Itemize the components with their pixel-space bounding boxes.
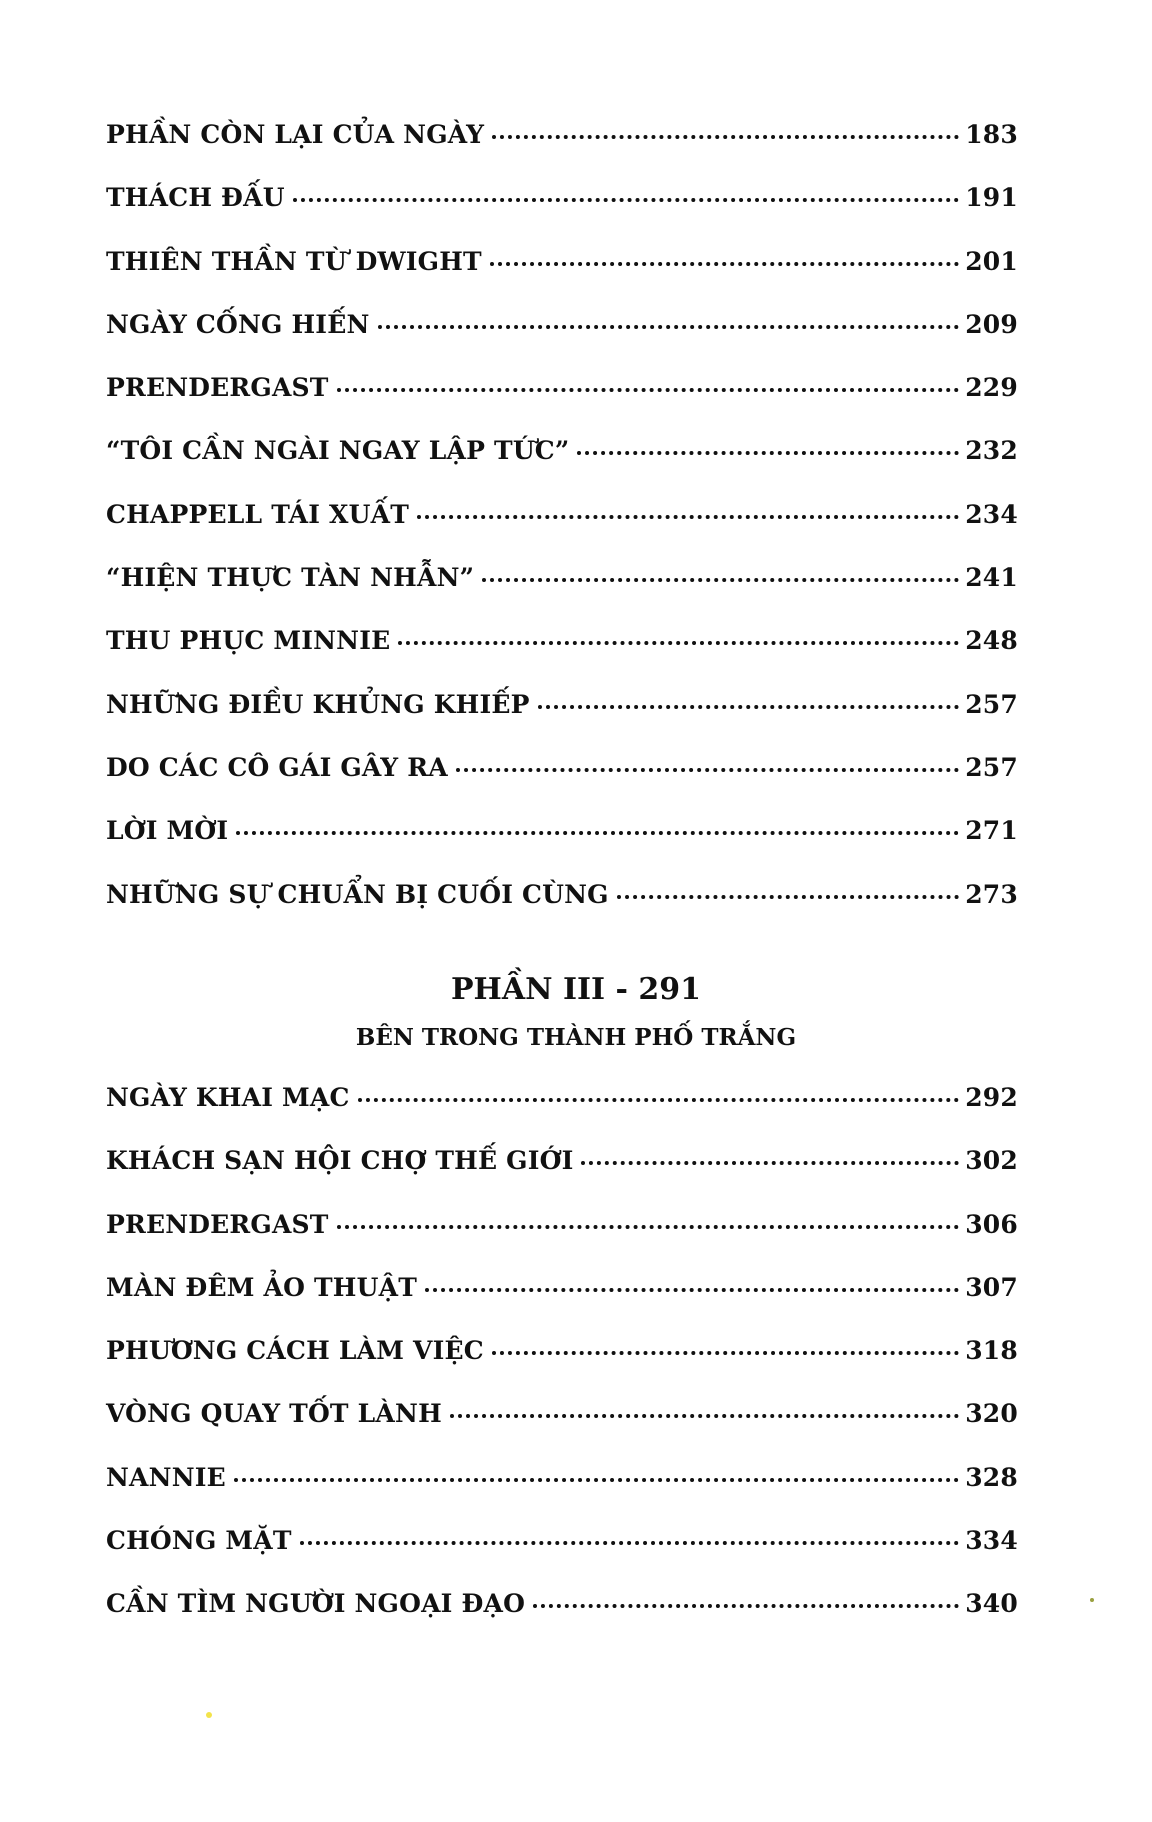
toc-entry-page: 302	[965, 1146, 1018, 1176]
dot-leader	[577, 451, 959, 455]
toc-entry-title: THU PHỤC MINNIE	[106, 626, 391, 656]
toc-entry-page: 191	[965, 183, 1018, 213]
toc-entry-page: 241	[965, 563, 1018, 593]
part-heading: PHẦN III - 291	[450, 972, 702, 1007]
toc-entry	[106, 563, 1018, 626]
toc-entry	[106, 373, 1018, 436]
toc-entry-title: THÁCH ĐẤU	[106, 183, 285, 213]
toc-entry	[106, 500, 1018, 563]
toc-entry-title: CHÓNG MẶT	[106, 1526, 292, 1556]
toc-entry-page: 306	[965, 1209, 1018, 1239]
toc-entry	[106, 1463, 1018, 1526]
toc-entry-title: CHAPPELL TÁI XUẤT	[106, 499, 410, 529]
dot-leader	[533, 1604, 959, 1608]
dot-leader	[234, 1478, 959, 1482]
toc-entry	[106, 816, 1018, 879]
toc-entry-title: DO CÁC CÔ GÁI GÂY RA	[106, 752, 448, 782]
toc-entry-page: 292	[965, 1083, 1018, 1112]
toc-entry-page: 318	[965, 1336, 1018, 1366]
toc-entry-page: 234	[965, 499, 1018, 529]
toc-entry	[106, 1210, 1018, 1273]
toc-entry	[106, 1399, 1018, 1462]
toc-entry-title: NGÀY CỐNG HIẾN	[106, 309, 370, 339]
toc-entry	[106, 690, 1018, 753]
toc-entry	[106, 1526, 1018, 1589]
toc-entry-title: MÀN ĐÊM ẢO THUẬT	[106, 1272, 418, 1302]
toc-entry-page: 257	[965, 689, 1018, 719]
toc-entry-title: PRENDERGAST	[106, 373, 329, 403]
dot-leader	[425, 1288, 959, 1292]
dot-leader	[450, 1414, 959, 1418]
toc-entry-page: 320	[965, 1399, 1018, 1429]
toc-entry-title: PHẦN CÒN LẠI CỦA NGÀY	[106, 120, 485, 149]
dot-leader	[337, 1225, 960, 1229]
toc-entry-page: 232	[965, 436, 1018, 466]
dot-leader	[456, 768, 959, 772]
scan-speck	[1090, 1598, 1094, 1602]
dot-leader	[398, 641, 959, 645]
toc-entry-page: 209	[965, 309, 1018, 339]
toc-entry	[106, 1336, 1018, 1399]
dot-leader	[300, 1541, 960, 1545]
toc-entry-page: 307	[965, 1272, 1018, 1302]
scan-speck	[206, 1712, 212, 1718]
toc-entry-title: PRENDERGAST	[106, 1209, 329, 1239]
dot-leader	[482, 578, 959, 582]
toc-entry	[106, 1589, 1018, 1652]
toc-entry-title: NANNIE	[106, 1462, 226, 1492]
dot-leader	[358, 1098, 960, 1102]
dot-leader	[492, 1351, 959, 1355]
dot-leader	[337, 388, 960, 392]
toc-entry-page: 183	[965, 120, 1018, 149]
toc-entry-page: 257	[965, 752, 1018, 782]
dot-leader	[492, 135, 959, 139]
toc-entry	[106, 183, 1018, 246]
toc-entry-title: CẦN TÌM NGƯỜI NGOẠI ĐẠO	[106, 1589, 526, 1619]
toc-entry	[106, 1146, 1018, 1209]
toc-entry	[106, 1083, 1018, 1146]
toc-entry-page: 334	[965, 1526, 1018, 1556]
toc-entry-title: NGÀY KHAI MẠC	[106, 1083, 350, 1112]
toc-entry-title: “HIỆN THỰC TÀN NHẪN”	[106, 563, 475, 593]
toc-entry-page: 229	[965, 373, 1018, 403]
toc-entry	[106, 880, 1018, 943]
dot-leader	[378, 325, 960, 329]
toc-entry	[106, 626, 1018, 689]
part-subtitle: BÊN TRONG THÀNH PHỐ TRẮNG	[355, 1024, 797, 1051]
dot-leader	[417, 515, 959, 519]
toc-entry-title: LỜI MỜI	[106, 816, 229, 846]
toc-entry	[106, 120, 1018, 183]
toc-entry	[106, 1273, 1018, 1336]
toc-list-part-2	[106, 120, 1018, 943]
toc-entry-page: 271	[965, 816, 1018, 846]
toc-entry-page: 201	[965, 246, 1018, 276]
dot-leader	[490, 262, 959, 266]
toc-list-part-3	[106, 1083, 1018, 1653]
dot-leader	[617, 895, 959, 899]
toc-entry-title: THIÊN THẦN TỪ DWIGHT	[106, 246, 482, 276]
toc-entry-page: 340	[965, 1589, 1018, 1619]
dot-leader	[538, 705, 960, 709]
toc-entry	[106, 753, 1018, 816]
toc-entry-title: NHỮNG SỰ CHUẨN BỊ CUỐI CÙNG	[106, 879, 609, 909]
toc-entry-page: 328	[965, 1462, 1018, 1492]
toc-entry-title: NHỮNG ĐIỀU KHỦNG KHIẾP	[106, 689, 530, 719]
toc-entry-title: PHƯƠNG CÁCH LÀM VIỆC	[106, 1336, 484, 1366]
toc-entry	[106, 310, 1018, 373]
toc-entry	[106, 436, 1018, 499]
dot-leader	[293, 198, 960, 202]
toc-entry-title: KHÁCH SẠN HỘI CHỢ THẾ GIỚI	[106, 1146, 574, 1176]
dot-leader	[581, 1161, 959, 1165]
toc-entry-title: “TÔI CẦN NGÀI NGAY LẬP TỨC”	[106, 436, 570, 466]
toc-entry-page: 273	[965, 879, 1018, 909]
toc-entry-page: 248	[965, 626, 1018, 656]
dot-leader	[236, 831, 959, 835]
toc-entry-title: VÒNG QUAY TỐT LÀNH	[106, 1399, 442, 1429]
toc-entry	[106, 247, 1018, 310]
